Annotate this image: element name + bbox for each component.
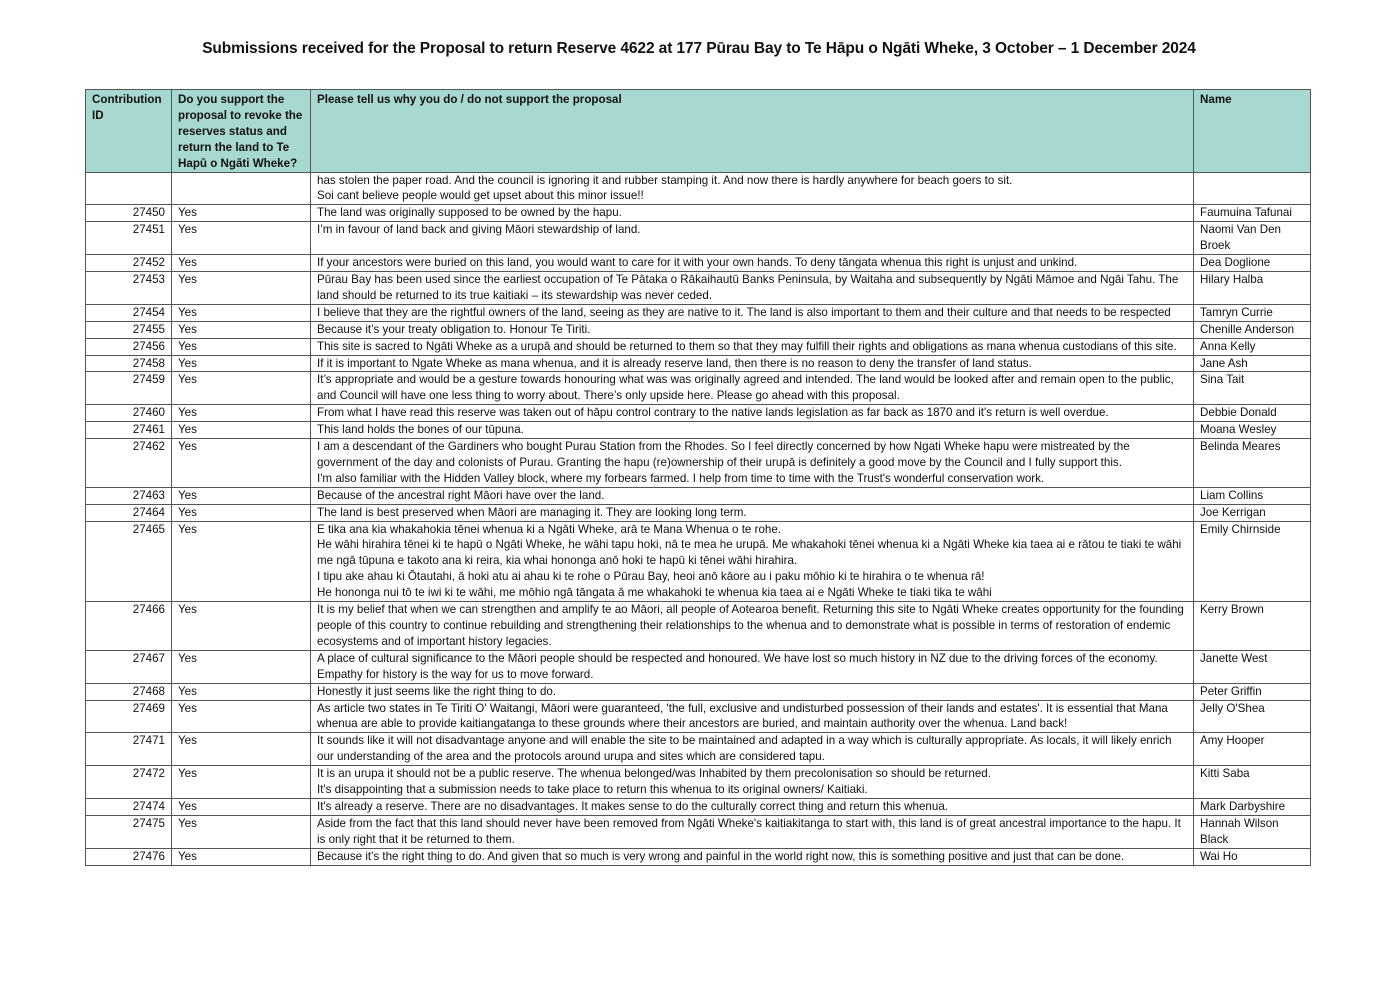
- contribution-id-cell: 27453: [86, 271, 172, 304]
- table-row: [86, 439, 1311, 488]
- support-cell: Yes: [172, 355, 311, 372]
- table-row: [86, 798, 1311, 815]
- reason-paragraph: It is my belief that when we can strengthen and amplify te ao Māori, all people of Aotearoa benefit. Returning this site to Ngāti Wheke creates opportunity for the founding people of this country to continue rebuilding and strengthening their relationships to the whenua and to demonstrate what is possible in terms of restoration of endemic ecosystems and of important history legacies.: [317, 603, 1184, 648]
- name-cell: Liam Collins: [1194, 487, 1311, 504]
- reason-cell: [311, 815, 1194, 848]
- name-cell: Faumuina Tafunai: [1194, 205, 1311, 222]
- reason-cell: [311, 766, 1194, 799]
- reason-paragraph: It is an urupa it should not be a public reserve. The whenua belonged/was Inhabited by them precolonisation so should be returned.: [317, 767, 991, 781]
- header-contribution-id: Contribution ID: [86, 90, 172, 173]
- reason-cell: [311, 271, 1194, 304]
- reason-paragraph: It's already a reserve. There are no disadvantages. It makes sense to do the culturally correct thing and return this whenua.: [317, 799, 948, 813]
- support-cell: Yes: [172, 848, 311, 865]
- contribution-id-cell: 27476: [86, 848, 172, 865]
- contribution-id-cell: 27466: [86, 602, 172, 651]
- table-row: [86, 205, 1311, 222]
- header-name: Name: [1194, 90, 1311, 173]
- table-row: [86, 271, 1311, 304]
- reason-cell: [311, 321, 1194, 338]
- table-header-row: [86, 90, 1311, 173]
- contribution-id-cell: 27455: [86, 321, 172, 338]
- table-row: [86, 650, 1311, 683]
- reason-cell: [311, 205, 1194, 222]
- reason-cell: [311, 848, 1194, 865]
- support-cell: Yes: [172, 602, 311, 651]
- support-cell: Yes: [172, 321, 311, 338]
- reason-paragraph: As article two states in Te Tiriti O' Waitangi, Māori were guaranteed, 'the full, exclusive and undisturbed possession of their lands and estates'. It is essential that Mana whenua are able to provide kaitiangatanga to these grounds where their ancestors are buried, and maintain authority over the whenua. Land back!: [317, 701, 1168, 731]
- contribution-id-cell: 27452: [86, 255, 172, 272]
- reason-paragraph: This land holds the bones of our tūpuna.: [317, 423, 524, 437]
- reason-cell: [311, 338, 1194, 355]
- submissions-table: [85, 89, 1311, 866]
- reason-cell: [311, 422, 1194, 439]
- reason-paragraph: This site is sacred to Ngāti Wheke as a urupā and should be returned to them so that they may fulfill their rights and obligations as mana whenua custodians of this site.: [317, 339, 1177, 353]
- table-row: [86, 321, 1311, 338]
- name-cell: Tamryn Currie: [1194, 304, 1311, 321]
- reason-cell: [311, 405, 1194, 422]
- contribution-id-cell: 27472: [86, 766, 172, 799]
- table-body: [86, 172, 1311, 865]
- table-row: [86, 255, 1311, 272]
- contribution-id-cell: 27468: [86, 683, 172, 700]
- header-reason: Please tell us why you do / do not support the proposal: [311, 90, 1194, 173]
- reason-paragraph: I tipu ake ahau ki Ōtautahi, ā hoki atu ai ahau ki te rohe o Pūrau Bay, heoi anō kāore au i paku mōhio ki te hirahira o te whenua rā!: [317, 570, 985, 584]
- reason-paragraph: Honestly it just seems like the right thing to do.: [317, 684, 557, 698]
- contribution-id-cell: 27454: [86, 304, 172, 321]
- name-cell: Anna Kelly: [1194, 338, 1311, 355]
- name-cell: Chenille Anderson: [1194, 321, 1311, 338]
- support-cell: Yes: [172, 815, 311, 848]
- table-row: [86, 700, 1311, 733]
- reason-paragraph: E tika ana kia whakahokia tēnei whenua ki a Ngāti Wheke, arā te Mana Whenua o te rohe.: [317, 522, 782, 536]
- name-cell: Sina Tait: [1194, 372, 1311, 405]
- reason-cell: [311, 521, 1194, 602]
- reason-cell: [311, 372, 1194, 405]
- page-title: Submissions received for the Proposal to return Reserve 4622 at 177 Pūrau Bay to Te Hāpu o Ngāti Wheke, 3 October – 1 December 2024: [202, 40, 1196, 57]
- table-row: [86, 405, 1311, 422]
- reason-cell: [311, 222, 1194, 255]
- reason-cell: [311, 602, 1194, 651]
- reason-paragraph: Aside from the fact that this land should never have been removed from Ngāti Wheke's kaitiakitanga to start with, this land is of great ancestral importance to the hapu. It is only right that it be returned to them.: [317, 816, 1181, 846]
- table-row: [86, 683, 1311, 700]
- support-cell: [172, 172, 311, 205]
- reason-paragraph: A place of cultural significance to the Māori people should be respected and honoured. We have lost so much history in NZ due to the driving forces of the economy. Empathy for history is the way for us to move forward.: [317, 651, 1158, 681]
- name-cell: Kerry Brown: [1194, 602, 1311, 651]
- reason-paragraph: It's disappointing that a submission needs to take place to return this whenua to its original owners/ Kaitiaki.: [317, 783, 868, 797]
- support-cell: Yes: [172, 650, 311, 683]
- name-cell: Wai Ho: [1194, 848, 1311, 865]
- name-cell: [1194, 172, 1311, 205]
- name-cell: Hilary Halba: [1194, 271, 1311, 304]
- contribution-id-cell: 27462: [86, 439, 172, 488]
- reason-paragraph: Because it's the right thing to do. And given that so much is very wrong and painful in the world right now, this is something positive and just that can be done.: [317, 849, 1125, 863]
- contribution-id-cell: 27471: [86, 733, 172, 766]
- reason-paragraph: He wāhi hirahira tēnei ki te hapū o Ngāti Wheke, he wāhi tapu hoki, nā te mea he urupā. Me whakahoki tēnei whenua ki a Ngāti Wheke kia taea ai e rātou te tiaki te wāhi me ngā tūpuna e takoto ana ki reira, kia whai hononga anō hoki te hapū ki tēnei wāhi hirahira.: [317, 538, 1182, 568]
- reason-paragraph: If your ancestors were buried on this land, you would want to care for it with your own hands. To deny tāngata whenua this right is unjust and unkind.: [317, 256, 1078, 270]
- table-row: [86, 304, 1311, 321]
- header-support: Do you support the proposal to revoke the reserves status and return the land to Te Hapū o Ngāti Wheke?: [172, 90, 311, 173]
- reason-paragraph: Soi cant believe people would get upset about this minor issue!!: [317, 189, 644, 203]
- name-cell: Peter Griffin: [1194, 683, 1311, 700]
- table-row: [86, 602, 1311, 651]
- table-row: [86, 766, 1311, 799]
- reason-cell: [311, 733, 1194, 766]
- reason-cell: [311, 700, 1194, 733]
- reason-paragraph: I believe that they are the rightful owners of the land, seeing as they are native to it. The land is also important to them and their culture and that needs to be respected: [317, 305, 1171, 319]
- reason-paragraph: If it is important to Ngate Wheke as mana whenua, and it is already reserve land, then there is no reason to deny the transfer of land status.: [317, 356, 1032, 370]
- reason-cell: [311, 255, 1194, 272]
- reason-paragraph: Pūrau Bay has been used since the earliest occupation of Te Pātaka o Rākaihautū Banks Peninsula, by Waitaha and subsequently by Ngāti Māmoe and Ngāi Tahu. The land should be returned to its true kaitiaki – its stewardship was never ceded.: [317, 272, 1179, 302]
- reason-paragraph: It’s appropriate and would be a gesture towards honouring what was was originally agreed and intended. The land would be looked after and remain open to the public, and Council will have one less thing to worry about. There’s only upside here. Please go ahead with this proposal.: [317, 373, 1174, 403]
- contribution-id-cell: 27464: [86, 504, 172, 521]
- contribution-id-cell: 27465: [86, 521, 172, 602]
- table-row: [86, 815, 1311, 848]
- contribution-id-cell: 27456: [86, 338, 172, 355]
- reason-paragraph: From what I have read this reserve was taken out of hāpu control contrary to the native lands legislation as far back as 1870 and it's return is well overdue.: [317, 406, 1109, 420]
- reason-paragraph: I am a descendant of the Gardiners who bought Purau Station from the Rhodes. So I feel directly concerned by how Ngati Wheke hapu were mistreated by the government of the day and colonists of Purau. Granting the hapu (re)ownership of their urupā is definitely a good move by the Council and I fully support this.: [317, 440, 1130, 469]
- contribution-id-cell: 27469: [86, 700, 172, 733]
- table-row: [86, 222, 1311, 255]
- support-cell: Yes: [172, 439, 311, 488]
- support-cell: Yes: [172, 700, 311, 733]
- contribution-id-cell: [86, 172, 172, 205]
- name-cell: Kitti Saba: [1194, 766, 1311, 799]
- reason-paragraph: Because of the ancestral right Māori have over the land.: [317, 488, 605, 502]
- table-row: [86, 422, 1311, 439]
- reason-cell: [311, 650, 1194, 683]
- support-cell: Yes: [172, 798, 311, 815]
- support-cell: Yes: [172, 222, 311, 255]
- support-cell: Yes: [172, 504, 311, 521]
- name-cell: Emily Chirnside: [1194, 521, 1311, 602]
- contribution-id-cell: 27461: [86, 422, 172, 439]
- table-row: [86, 733, 1311, 766]
- name-cell: Belinda Meares: [1194, 439, 1311, 488]
- reason-cell: [311, 798, 1194, 815]
- reason-paragraph: He hononga nui tō te iwi ki te wāhi, me mōhio ngā tāngata ā me whakahoki te whenua kia taea ai e Ngāti Wheke te tiaki tika te wāhi: [317, 586, 992, 600]
- support-cell: Yes: [172, 487, 311, 504]
- reason-cell: [311, 172, 1194, 205]
- contribution-id-cell: 27463: [86, 487, 172, 504]
- name-cell: Moana Wesley: [1194, 422, 1311, 439]
- contribution-id-cell: 27475: [86, 815, 172, 848]
- contribution-id-cell: 27460: [86, 405, 172, 422]
- reason-cell: [311, 355, 1194, 372]
- table-row: [86, 172, 1311, 205]
- table-row: [86, 338, 1311, 355]
- support-cell: Yes: [172, 338, 311, 355]
- reason-cell: [311, 683, 1194, 700]
- support-cell: Yes: [172, 205, 311, 222]
- name-cell: Naomi Van Den Broek: [1194, 222, 1311, 255]
- support-cell: Yes: [172, 405, 311, 422]
- reason-cell: [311, 487, 1194, 504]
- table-row: [86, 521, 1311, 602]
- table-row: [86, 355, 1311, 372]
- contribution-id-cell: 27467: [86, 650, 172, 683]
- support-cell: Yes: [172, 255, 311, 272]
- contribution-id-cell: 27474: [86, 798, 172, 815]
- reason-paragraph: has stolen the paper road. And the council is ignoring it and rubber stamping it. And now there is hardly anywhere for beach goers to sit.: [317, 173, 1013, 187]
- support-cell: Yes: [172, 733, 311, 766]
- reason-paragraph: I'm also familiar with the Hidden Valley block, where my forbears farmed. I help from time to time with the Trust's wonderful conservation work.: [317, 471, 1045, 485]
- support-cell: Yes: [172, 271, 311, 304]
- reason-cell: [311, 304, 1194, 321]
- reason-cell: [311, 504, 1194, 521]
- reason-paragraph: It sounds like it will not disadvantage anyone and will enable the site to be maintained and adapted in a way which is culturally appropriate. As locals, it will likely enrich our understanding of the area and the protocols around urupa and sites which are considered tapu.: [317, 734, 1172, 764]
- reason-paragraph: The land was originally supposed to be owned by the hapu.: [317, 206, 622, 220]
- table-row: [86, 487, 1311, 504]
- reason-paragraph: The land is best preserved when Māori are managing it. They are looking long term.: [317, 505, 747, 519]
- reason-cell: [311, 439, 1194, 488]
- name-cell: Joe Kerrigan: [1194, 504, 1311, 521]
- table-row: [86, 848, 1311, 865]
- table-row: [86, 504, 1311, 521]
- support-cell: Yes: [172, 766, 311, 799]
- name-cell: Debbie Donald: [1194, 405, 1311, 422]
- reason-paragraph: I’m in favour of land back and giving Māori stewardship of land.: [317, 223, 641, 237]
- name-cell: Hannah Wilson Black: [1194, 815, 1311, 848]
- name-cell: Mark Darbyshire: [1194, 798, 1311, 815]
- support-cell: Yes: [172, 521, 311, 602]
- name-cell: Amy Hooper: [1194, 733, 1311, 766]
- reason-paragraph: Because it’s your treaty obligation to. Honour Te Tiriti.: [317, 322, 591, 336]
- name-cell: Jelly O'Shea: [1194, 700, 1311, 733]
- support-cell: Yes: [172, 372, 311, 405]
- name-cell: Janette West: [1194, 650, 1311, 683]
- name-cell: Dea Doglione: [1194, 255, 1311, 272]
- support-cell: Yes: [172, 422, 311, 439]
- contribution-id-cell: 27459: [86, 372, 172, 405]
- support-cell: Yes: [172, 683, 311, 700]
- contribution-id-cell: 27450: [86, 205, 172, 222]
- contribution-id-cell: 27458: [86, 355, 172, 372]
- table-row: [86, 372, 1311, 405]
- support-cell: Yes: [172, 304, 311, 321]
- contribution-id-cell: 27451: [86, 222, 172, 255]
- name-cell: Jane Ash: [1194, 355, 1311, 372]
